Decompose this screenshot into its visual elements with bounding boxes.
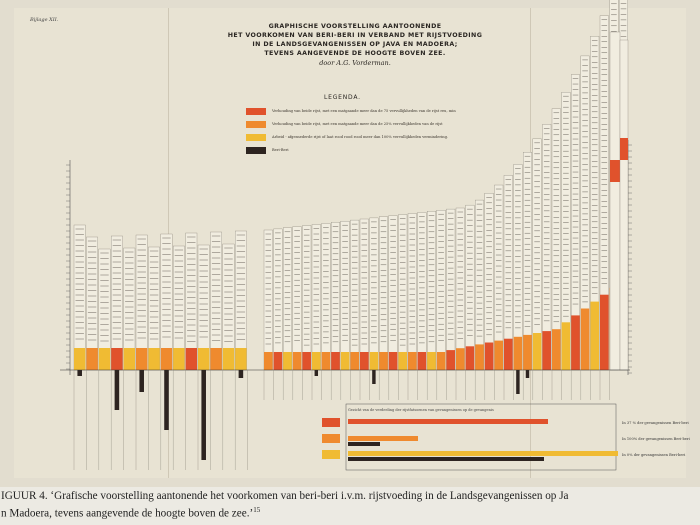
rice-bar xyxy=(523,335,532,370)
caption-line-2 xyxy=(1,503,700,521)
rice-bar xyxy=(161,348,172,370)
chart-column xyxy=(466,205,475,370)
beriberi-bar xyxy=(239,370,244,378)
rice-bar xyxy=(283,352,292,370)
legend-text: Verhouding van beide rijst, met een matgaande meer dan de 25% vervullijkheden van de rijst xyxy=(272,122,443,127)
rice-bar xyxy=(210,348,221,370)
chart-column xyxy=(341,221,350,370)
summary-bar xyxy=(348,457,544,461)
chart-column xyxy=(379,217,388,370)
rice-bar xyxy=(136,348,147,370)
beriberi-bar xyxy=(77,370,82,376)
chart-column xyxy=(610,32,620,370)
beriberi-bar xyxy=(201,370,206,460)
caption-line-1: IGUUR 4. ‘Grafische voorstelling aantonende het voorkomen van beri-beri i.v.m. rijstvoeding in de Landsgevangenissen op Ja xyxy=(1,490,569,502)
rice-bar xyxy=(274,352,283,370)
rice-bar xyxy=(437,352,446,370)
rice-bar xyxy=(302,352,311,370)
beriberi-bar xyxy=(516,370,519,394)
rice-bar xyxy=(418,352,427,370)
rice-bar xyxy=(408,352,417,370)
rice-bar xyxy=(86,348,97,370)
rice-bar xyxy=(350,352,359,370)
chart-column xyxy=(418,212,427,370)
rice-bar xyxy=(264,352,273,370)
rice-bar xyxy=(427,352,436,370)
rice-bar xyxy=(581,309,590,371)
rice-bar xyxy=(293,352,302,370)
rice-bar xyxy=(533,333,542,370)
bottom-legend-note: Gezicht van de verdeeling der rijstfatsoenen van gevangenissen op de gevangenis xyxy=(348,408,494,412)
chart-column xyxy=(620,40,628,370)
rice-bar xyxy=(389,352,398,370)
rice-bar xyxy=(331,352,340,370)
rice-bar xyxy=(494,341,503,370)
summary-bar xyxy=(348,436,418,441)
rice-bar xyxy=(446,350,455,370)
chart-column xyxy=(427,211,436,370)
rice-bar xyxy=(466,346,475,370)
chart-column xyxy=(302,226,311,370)
legend-text: Beri-Beri xyxy=(272,148,289,153)
summary-bar xyxy=(348,451,618,456)
rice-bar xyxy=(312,352,321,370)
page-label: Bijlage XII. xyxy=(30,17,59,23)
chart-column xyxy=(322,223,331,370)
chart-column xyxy=(312,225,321,371)
rice-bar xyxy=(485,343,494,371)
legend-heading: LEGENDA. xyxy=(324,94,361,101)
beriberi-bar xyxy=(139,370,144,392)
beriberi-bar xyxy=(164,370,169,430)
chart-column xyxy=(437,210,446,370)
chart-column xyxy=(331,222,340,370)
rice-bar xyxy=(475,344,484,370)
chart-column xyxy=(408,214,417,371)
rice-bar xyxy=(322,352,331,370)
title-line-3: IN DE LANDSGEVANGENISSEN OP JAVA EN MADOERA; xyxy=(252,41,458,48)
beriberi-bar xyxy=(372,370,375,384)
caption-footnote-ref: 15 xyxy=(253,506,261,514)
beriberi-bar xyxy=(526,370,529,378)
rice-bar xyxy=(398,352,407,370)
rice-bar xyxy=(198,348,209,370)
title-line-2: HET VOORKOMEN VAN BERI-BERI IN VERBAND MET RIJSTVOEDING xyxy=(227,32,483,39)
rice-bar xyxy=(124,348,135,370)
summary-bar xyxy=(348,419,548,424)
rice-bar xyxy=(571,315,580,370)
rice-bar xyxy=(186,348,197,370)
chart-column xyxy=(370,218,379,370)
rice-bar xyxy=(504,339,513,370)
rice-bar xyxy=(74,348,85,370)
title-line-1: GRAPHISCHE VOORSTELLING AANTOONENDE xyxy=(268,23,442,30)
legend-text: Arbeid - afgesnederde rijst of laat rood rood rood meer dan 100% vervullijkheden vermindering. xyxy=(272,135,449,140)
rice-bar xyxy=(223,348,234,370)
chart-column xyxy=(389,216,398,370)
rice-bar xyxy=(562,322,571,370)
rice-bar xyxy=(456,348,465,370)
chart-column xyxy=(274,229,283,370)
rice-bar xyxy=(600,295,609,370)
right-note: In 0% der gevangenissen Beri-beri xyxy=(622,453,686,457)
right-note: In 100% der gevangenissen Beri-beri xyxy=(622,437,690,441)
rice-bar xyxy=(173,348,184,370)
rice-bar xyxy=(341,352,350,370)
chart-column xyxy=(283,228,292,370)
figure-caption xyxy=(0,489,700,521)
beriberi-bar xyxy=(115,370,120,410)
summary-bar xyxy=(348,442,380,446)
rice-bar xyxy=(235,348,246,370)
chart-column xyxy=(446,209,455,370)
title-line-4: TEVENS AANGEVENDE DE HOOGTE BOVEN ZEE. xyxy=(264,50,446,57)
rice-bar xyxy=(148,348,159,370)
summary-swatch xyxy=(322,418,340,427)
legend-text: Verhouding van beide rijst, met een matgaande meer dan de 75 vervullijkheden van de rijst reu, min xyxy=(272,109,456,114)
summary-swatch xyxy=(322,450,340,459)
rice-bar xyxy=(111,348,122,370)
rice-bar xyxy=(379,352,388,370)
rice-bar xyxy=(620,138,628,160)
rice-bar xyxy=(610,160,620,182)
rice-bar xyxy=(514,337,523,370)
rice-bar xyxy=(542,331,551,370)
caption-text: n Madoera, tevens aangevende de hoogte boven de zee.’ xyxy=(1,507,254,520)
rice-bar xyxy=(590,302,599,370)
rice-bar xyxy=(99,348,110,370)
rice-bar xyxy=(370,352,379,370)
right-note: In 37 % der gevangenissen Beri-beri xyxy=(622,421,689,425)
chart-column xyxy=(293,227,302,370)
rice-bar xyxy=(552,329,561,370)
beriberi-bar xyxy=(315,370,318,376)
chart-column xyxy=(350,220,359,370)
rice-bar xyxy=(360,352,369,370)
chart-column xyxy=(398,215,407,370)
figure-author: door A.G. Vorderman. xyxy=(319,59,391,67)
summary-swatch xyxy=(322,434,340,443)
